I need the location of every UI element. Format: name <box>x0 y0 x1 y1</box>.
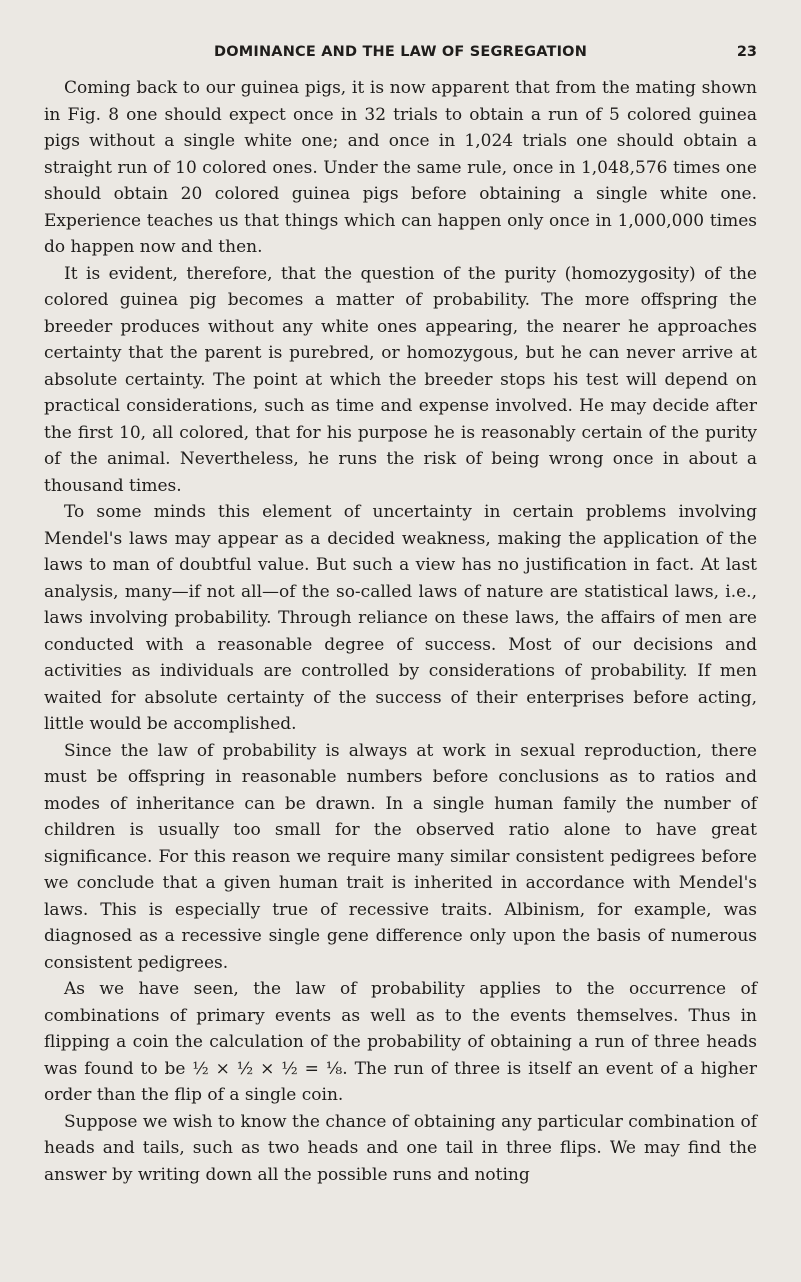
body-text <box>44 75 757 1188</box>
running-head-title: DOMINANCE AND THE LAW OF SEGREGATION <box>213 44 588 60</box>
paragraph: Suppose we wish to know the chance of obtaining any particular combination of heads and tails, such as two heads and one tail in three flips. We may find the answer by writing down all the possible runs and noting <box>44 1111 757 1185</box>
paragraph: It is evident, therefore, that the question of the purity (homozygosity) of the colored guinea pig becomes a matter of probability. The more offspring the breeder produces without any white ones appearing, the nearer he approaches certainty that the parent is purebred, or homozygous, but he can never arrive at absolute certainty. The point at which the breeder stops his test will depend on practical considerations, such as time and expense involved. He may decide after the first 10, all colored, that for his purpose he is reasonably certain of the purity of the animal. Nevertheless, he runs the risk of being wrong once in about a thousand times. <box>44 263 757 496</box>
page-number: 23 <box>736 44 757 60</box>
running-head <box>44 44 757 66</box>
paragraph: Coming back to our guinea pigs, it is now apparent that from the mating shown in Fig. 8 one should expect once in 32 trials to obtain a run of 5 colored guinea pigs without a single white one; and once in 1,024 trials one should obtain a straight run of 10 colored ones. Under the same rule, once in 1,048,576 times one should obtain 20 colored guinea pigs before obtaining a single white one. Experience teaches us that things which can happen only once in 1,000,000 times do happen now and then. <box>44 78 757 257</box>
paragraph: As we have seen, the law of probability applies to the occurrence of combinations of primary events as well as to the events themselves. Thus in flipping a coin the calculation of the probability of obtaining a run of three heads was found to be ½ × ½ × ½ = ⅛. The run of three is itself an event of a higher order than the flip of a single coin. <box>44 979 757 1105</box>
paragraph: Since the law of probability is always at work in sexual reproduction, there must be offspring in reasonable numbers before conclusions as to ratios and modes of inheritance can be drawn. In a single human family the number of children is usually too small for the observed ratio alone to have great significance. For this reason we require many similar consistent pedigrees before we conclude that a given human trait is inherited in accordance with Mendel's laws. This is especially true of recessive traits. Albinism, for example, was diagnosed as a recessive single gene difference only upon the basis of numerous consistent pedigrees. <box>44 740 757 973</box>
paragraph: To some minds this element of uncertainty in certain problems involving Mendel's laws may appear as a decided weakness, making the application of the laws to man of doubtful value. But such a view has no justification in fact. At last analysis, many—if not all—of the so-called laws of nature are statistical laws, i.e., laws involving probability. Through reliance on these laws, the affairs of men are conducted with a reasonable degree of success. Most of our decisions and activities as individuals are controlled by considerations of probability. If men waited for absolute certainty of the success of their enterprises before acting, little would be accomplished. <box>44 502 757 734</box>
